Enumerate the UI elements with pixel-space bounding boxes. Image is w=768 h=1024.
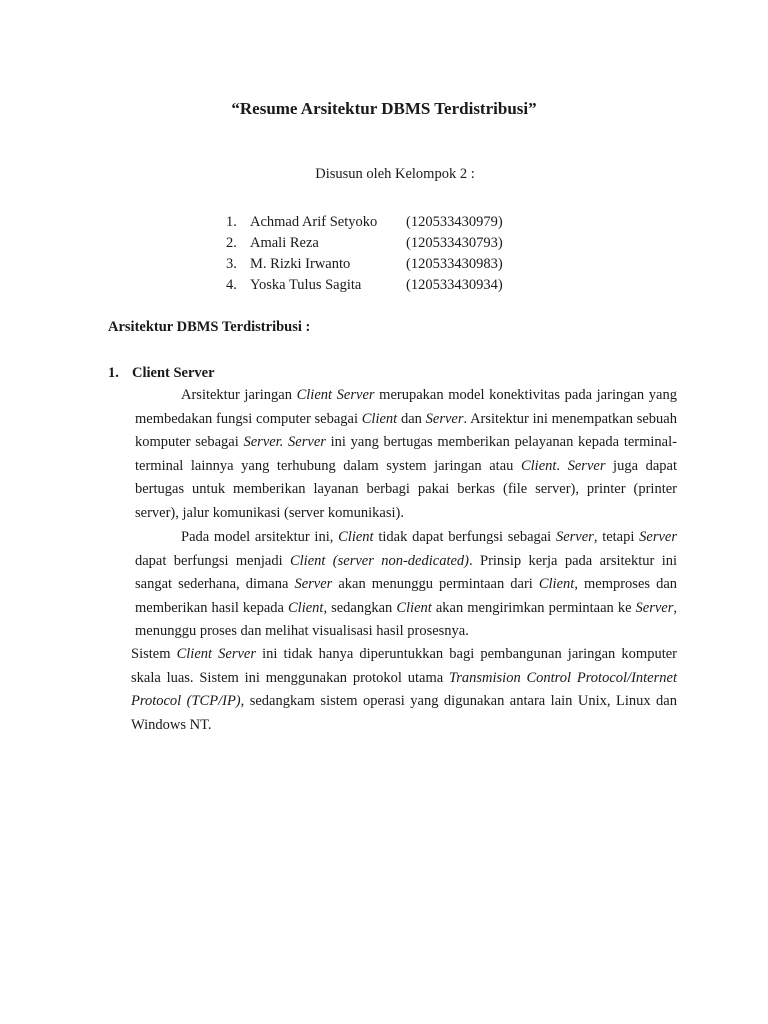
member-id: (120533430793) bbox=[406, 235, 503, 251]
paragraph-text: Sistem Client Server ini tidak hanya diperuntukkan bagi pembangunan jaringan komputer skala luas. Sistem ini menggunakan protokol utama Transmision Control Protocol/Internet Protocol (TCP/IP), sedangkam sistem operasi yang digunakan antara lain Unix, Linux dan Windows NT. bbox=[131, 646, 677, 733]
document-title: “Resume Arsitektur DBMS Terdistribusi” bbox=[231, 99, 537, 118]
paragraph-text: Pada model arsitektur ini, Client tidak dapat berfungsi sebagai Server, tetapi Server dapat berfungsi menjadi Client (server non-dedicated). Prinsip kerja pada arsitektur ini sangat sederhana, dimana Server akan menunggu permintaan dari Client, memproses dan memberikan hasil kepada Client, sedangkan Client akan mengirimkan permintaan ke Server, menunggu proses dan melihat visualisasi hasil prosesnya. bbox=[135, 529, 678, 639]
member-number: 4. bbox=[226, 277, 237, 293]
item-number: 1. bbox=[108, 365, 119, 381]
paragraph-text: Arsitektur jaringan Client Server merupakan model konektivitas pada jaringan yang membedakan fungsi computer sebagai Client dan Server. Arsitektur ini menempatkan sebuah komputer sebagai Server. Server ini yang bertugas memberikan pelayanan kepada terminal-terminal lainnya yang terhubung dalam system jaringan atau Client. Server juga dapat bertugas untuk memberikan layanan berbagi pakai berkas (file server), printer (printer server), jalur komunikasi (server komunikasi). bbox=[135, 387, 677, 521]
item-title: Client Server bbox=[132, 365, 215, 381]
member-number: 2. bbox=[226, 235, 237, 251]
paragraph-3 bbox=[131, 643, 677, 737]
member-number: 3. bbox=[226, 256, 237, 272]
member-id: (120533430983) bbox=[406, 256, 503, 272]
member-name: M. Rizki Irwanto bbox=[250, 256, 351, 272]
member-id: (120533430979) bbox=[406, 214, 503, 230]
member-name: Yoska Tulus Sagita bbox=[250, 277, 362, 293]
member-row bbox=[226, 212, 526, 233]
section-heading: Arsitektur DBMS Terdistribusi : bbox=[108, 319, 311, 335]
member-list bbox=[226, 212, 526, 296]
member-id: (120533430934) bbox=[406, 277, 503, 293]
paragraph-2 bbox=[135, 526, 677, 644]
member-row bbox=[226, 275, 526, 296]
item-heading bbox=[108, 365, 215, 382]
member-number: 1. bbox=[226, 214, 237, 230]
member-row bbox=[226, 233, 526, 254]
authors-caption: Disusun oleh Kelompok 2 : bbox=[315, 166, 475, 182]
member-name: Amali Reza bbox=[250, 235, 319, 251]
member-name: Achmad Arif Setyoko bbox=[250, 214, 378, 230]
member-row bbox=[226, 254, 526, 275]
paragraph-1 bbox=[135, 384, 677, 525]
